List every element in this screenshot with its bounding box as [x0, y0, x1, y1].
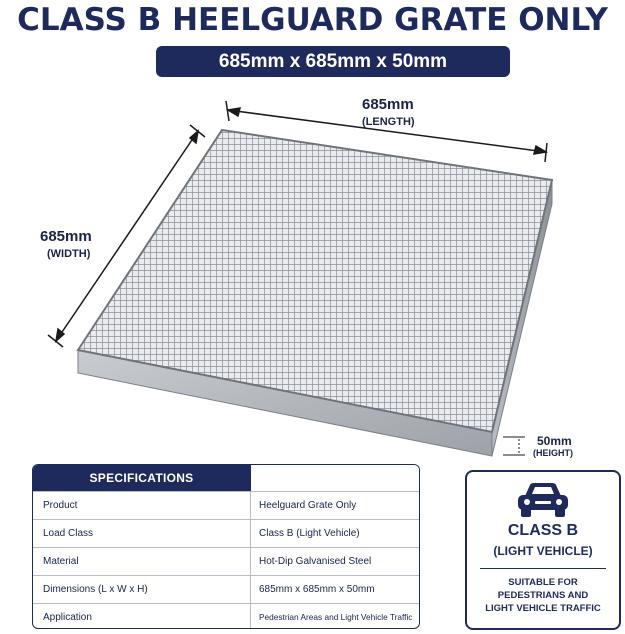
class-badge [465, 470, 621, 630]
height-value: 50mm [537, 434, 572, 448]
spec-label: Dimensions (L x W x H) [33, 576, 251, 603]
length-label: (LENGTH) [362, 116, 415, 128]
width-label: (WIDTH) [47, 248, 91, 260]
spec-value: Pedestrian Areas and Light Vehicle Traffic [259, 612, 413, 622]
table-row [33, 603, 419, 629]
badge-class-label: CLASS B [507, 522, 579, 539]
specifications-header-blank [250, 465, 419, 491]
badge-description-line: SUITABLE FOR [508, 577, 578, 588]
spec-label: Application [33, 604, 251, 629]
specifications-table [32, 464, 420, 629]
table-row [33, 519, 419, 547]
badge-description-line: PEDESTRIANS AND [497, 590, 589, 601]
spec-value: Heelguard Grate Only [259, 500, 357, 511]
length-value: 685mm [362, 96, 414, 113]
height-label: (HEIGHT) [533, 448, 573, 458]
spec-label: Material [33, 548, 251, 575]
spec-value: Hot-Dip Galvanised Steel [259, 556, 372, 567]
badge-divider [480, 568, 606, 569]
width-value: 685mm [40, 228, 92, 245]
height-marker [503, 437, 525, 455]
dimensions-banner: 685mm x 685mm x 50mm [156, 46, 510, 77]
spec-label: Load Class [33, 520, 251, 547]
spec-label: Product [33, 492, 251, 519]
page-title: CLASS B HEELGUARD GRATE ONLY [17, 2, 608, 38]
badge-description [473, 576, 613, 615]
spec-value: Class B (Light Vehicle) [259, 528, 360, 539]
spec-value: 685mm x 685mm x 50mm [259, 584, 375, 595]
table-row [33, 491, 419, 519]
table-row [33, 575, 419, 603]
specifications-header-row [33, 465, 419, 491]
car-icon [513, 480, 573, 520]
table-row [33, 547, 419, 575]
specifications-header: SPECIFICATIONS [33, 465, 250, 491]
badge-class-sub: (LIGHT VEHICLE) [493, 544, 593, 558]
badge-description-line: LIGHT VEHICLE TRAFFIC [485, 603, 601, 614]
